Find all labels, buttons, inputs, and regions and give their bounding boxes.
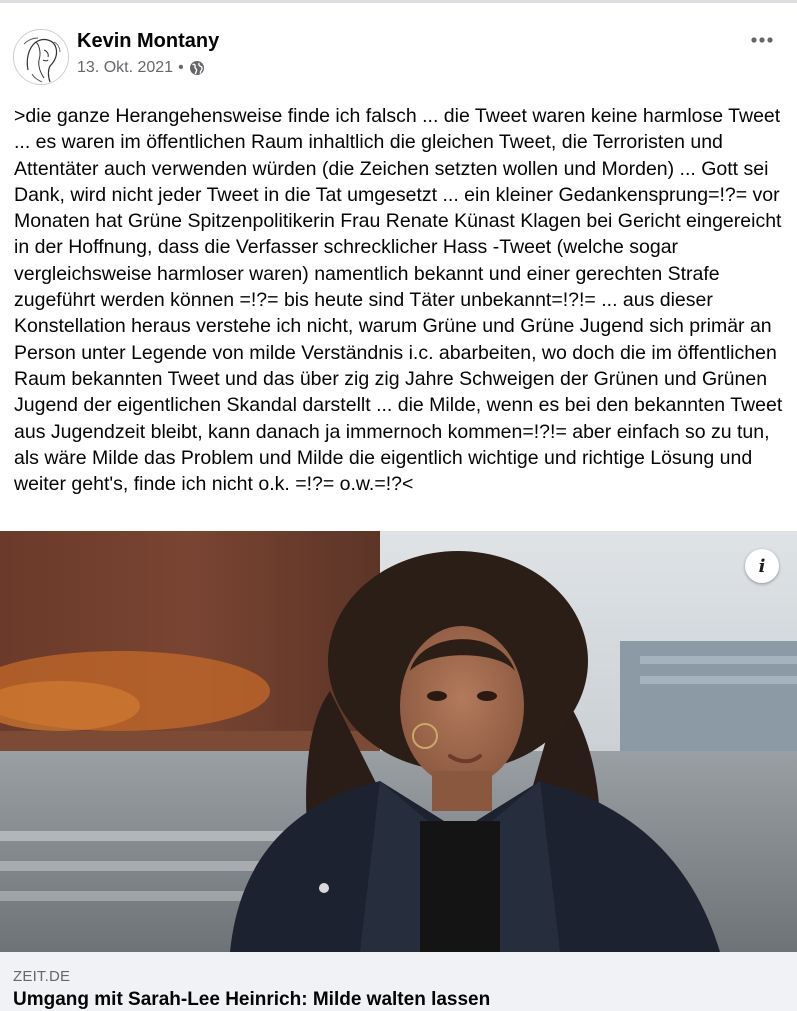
avatar[interactable] (13, 29, 69, 85)
link-title[interactable]: Umgang mit Sarah-Lee Heinrich: Milde walten lassen (13, 989, 491, 1010)
post-text: >die ganze Herangehensweise finde ich falsch ... die Tweet waren keine harmlose Tweet ... es waren im öffentlichen Raum inhaltlich die gleichen Tweet, die Terroristen und Attentäter auch verwenden würden (die Zeichen setzten wollen und Morden) ... Gott sei Dank, wird nicht jeder Tweet in die Tat umgesetzt ... ein kleiner Gedankensprung=!?= vor Monaten hat Grüne Spitzenpolitikerin Frau Renate Künast Klagen bei Gericht eingereicht in der Hoffnung, dass die Verfasser schrecklicher Hass -Tweet (welche sogar vergleichsweise harmloser waren) namentlich bekannt und einer gerechten Strafe zugeführt werden können =!?= bis heute sind Täter unbekannt=!?!= ... aus dieser Konstellation heraus verstehe ich nicht, warum Grüne und Grüne Jugend sich primär an Person unter Legende von milde Verständnis i.c. abarbeiten, wo doch die im öffentlichen Raum bekannten Tweet und das über zig zig Jahre Schweigen der Grünen und Grünen Jugend der eigentlichen Skandal darstellt ... die Milde, wenn es bei den bekannten Tweet aus Jugendzeit bleibt, kann danach ja immernoch kommen=!?!= aber einfach so zu tun, als wäre Milde das Problem und Milde die eigentlich wichtige und richtige Lösung und weiter geht's, finde ich nicht o.k. =!?= o.w.=!?< (14, 105, 788, 496)
link-preview-meta[interactable] (0, 952, 797, 1011)
link-preview-card[interactable] (0, 531, 797, 1011)
link-preview-image[interactable] (0, 531, 797, 952)
info-button[interactable]: i (745, 549, 779, 583)
author-name[interactable]: Kevin Montany (77, 30, 220, 52)
top-divider (0, 0, 797, 3)
post-date[interactable]: 13. Okt. 2021 (77, 59, 174, 76)
meta-separator: • (178, 59, 184, 76)
avatar-sketch-icon (14, 30, 68, 84)
post-meta (77, 59, 205, 77)
link-domain: ZEIT.DE (13, 968, 71, 985)
post-header (0, 26, 797, 86)
more-icon (750, 37, 774, 43)
more-options-button[interactable] (744, 26, 780, 54)
globe-icon[interactable] (189, 60, 205, 76)
